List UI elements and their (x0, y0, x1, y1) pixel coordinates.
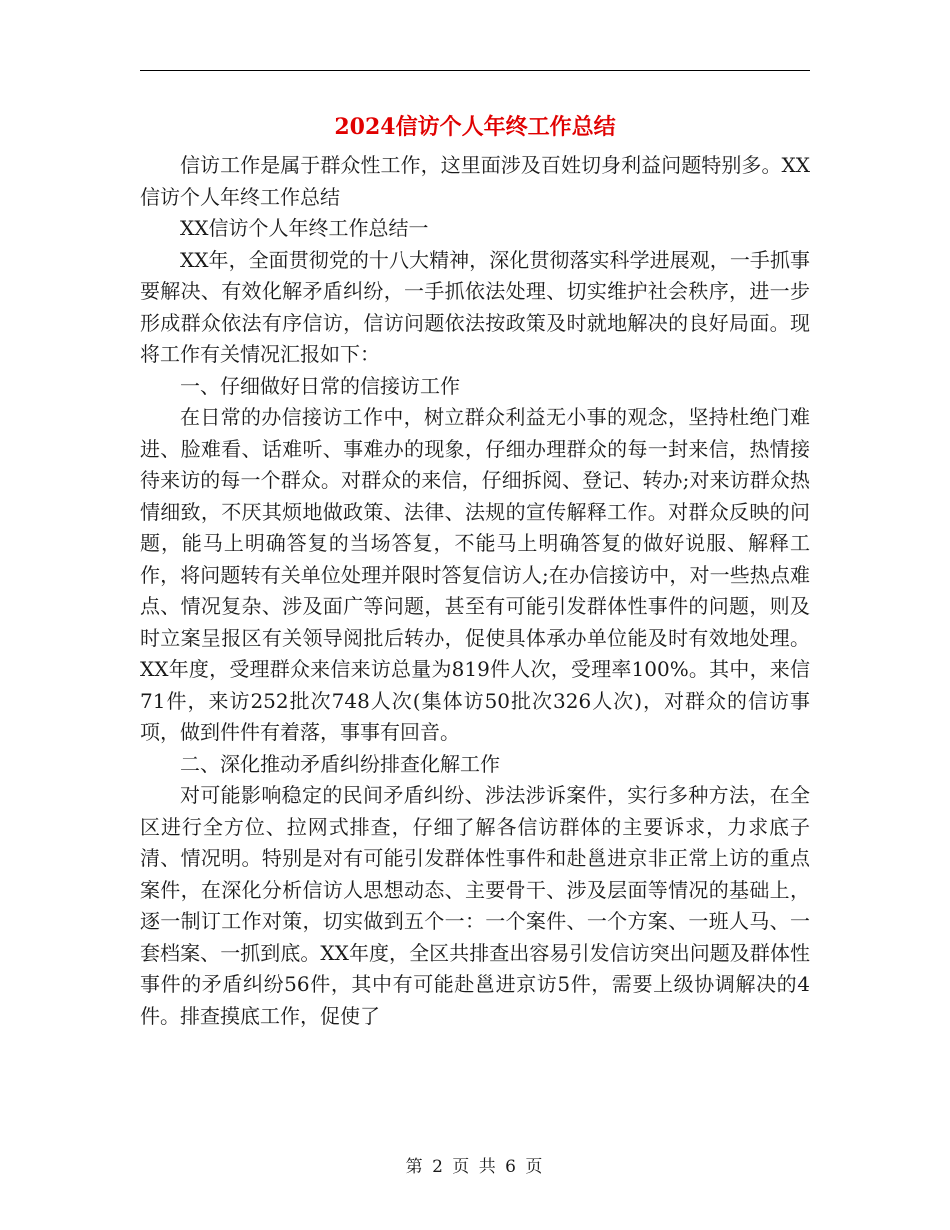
section-heading-1: 一、仔细做好日常的信接访工作 (180, 373, 460, 398)
document-title: 2024信访个人年终工作总结 (334, 114, 616, 140)
page-number-footer: 第 2 页 共 6 页 (405, 1157, 545, 1177)
paragraph-section-2: 对可能影响稳定的民间矛盾纠纷、涉法涉诉案件，实行多种方法，在全区进行全方位、拉网式排查，仔细了解各信访群体的主要诉求，力求底子清、情况明。特别是对有可能引发群体性事件和赴邕进京非正常上访的重点案件，在深化分析信访人思想动态、主要骨干、涉及层面等情况的基础上，逐一制订工作对策，切实做到五个一：一个案件、一个方案、一班人马、一套档案、一抓到底。XX年度，全区共排查出容易引发信访突出问题及群体性事件的矛盾纠纷56件，其中有可能赴邕进京访5件，需要上级协调解决的4件。排查摸底工作，促使了 (140, 783, 810, 1028)
section-heading-2: 二、深化推动矛盾纠纷排查化解工作 (180, 751, 500, 776)
paragraph-section-1: 在日常的办信接访工作中，树立群众利益无小事的观念，坚持杜绝门难进、脸难看、话难听、事难办的现象，仔细办理群众的每一封来信，热情接待来访的每一个群众。对群众的来信，仔细拆阅、登记、转办;对来访群众热情细致，不厌其烦地做政策、法律、法规的宣传解释工作。对群众反映的问题，能马上明确答复的当场答复，不能马上明确答复的做好说服、解释工作，将问题转有关单位处理并限时答复信访人;在办信接访中，对一些热点难点、情况复杂、涉及面广等问题，甚至有可能引发群体性事件的问题，则及时立案呈报区有关领导阅批后转办，促使具体承办单位能及时有效地处理。XX年度，受理群众来信来访总量为819件人次，受理率100%。其中，来信71件，来访252批次748人次(集体访50批次326人次)，对群众的信访事项，做到件件有着落，事事有回音。 (140, 405, 810, 744)
header-rule (140, 70, 810, 71)
document-body (140, 150, 810, 1032)
paragraph-intro: 信访工作是属于群众性工作，这里面涉及百姓切身利益问题特别多。XX信访个人年终工作总结 (140, 153, 810, 209)
paragraph-overview: XX年，全面贯彻党的十八大精神，深化贯彻落实科学进展观，一手抓事要解决、有效化解矛盾纠纷，一手抓依法处理、切实维护社会秩序，进一步形成群众依法有序信访，信访问题依法按政策及时就地解决的良好局面。现将工作有关情况汇报如下： (140, 247, 810, 366)
paragraph-subtitle: XX信访个人年终工作总结一 (180, 216, 429, 240)
